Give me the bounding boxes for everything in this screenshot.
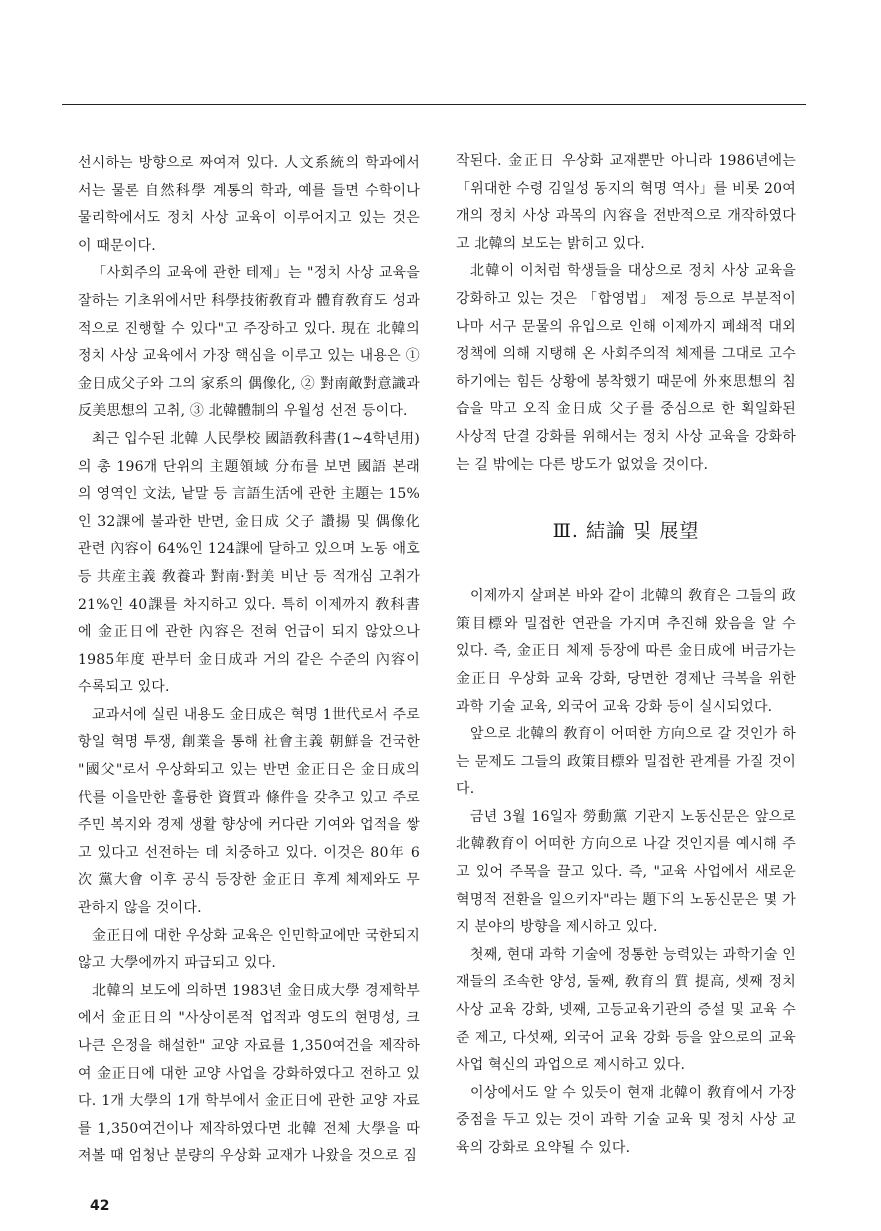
paragraph: 이제까지 살펴본 바와 같이 北韓의 敎育은 그들의 政策目標와 밀접한 연관을 가지며 추진해 왔음을 알 수 있다. 즉, 金正日 체제 등장에 따른 金日成에 버금가는 金正日 우상화 교육 강화, 당면한 경제난 극복을 위한 과학 기술 교육, 외국어 교육 강화 등이 실시되었다. (456, 588, 796, 715)
right-column (456, 148, 796, 1163)
section-heading: Ⅲ. 結論 및 展望 (552, 520, 700, 543)
paragraph: 최근 입수된 北韓 人民學校 國語敎科書(1~4학년用)의 총 196개 단위의 主題領域 分布를 보면 國語 본래의 영역인 文法, 낱말 등 言語生活에 관한 主題는 15%인 32課에 불과한 반면, 金日成 父子 讚揚 및 偶像化 관련 內容이 64%인 124課에 달하고 있으며 노동 애호 등 共産主義 敎養과 對南·對美 비난 등 적개심 고취가 21%인 40課를 차지하고 있다. 특히 이제까지 敎科書에 金正日에 관한 內容은 전혀 언급이 되지 않았으나 1985年度 판부터 金日成과 거의 같은 수준의 內容이 수록되고 있다. (78, 430, 420, 696)
paragraph: 金正日에 대한 우상화 교육은 인민학교에만 국한되지 않고 大學에까지 파급되고 있다. (78, 927, 420, 972)
paragraph: 선시하는 방향으로 짜여져 있다. 人文系統의 학과에서서는 물론 自然科學 계통의 학과, 예를 들면 수학이나 물리학에서도 정치 사상 교육이 이루어지고 있는 것은 이 때문이다. (78, 155, 420, 254)
paragraph: 첫째, 현대 과학 기술에 정통한 능력있는 과학기술 인재들의 조속한 양성, 둘째, 敎育의 質 提高, 셋째 정치 사상 교육 강화, 넷째, 고등교육기관의 증설 및 교육 수준 제고, 다섯째, 외국어 교육 강화 등을 앞으로의 교육 사업 혁신의 과업으로 제시하고 있다. (456, 946, 796, 1074)
page-number: 42 (90, 1198, 110, 1214)
paragraph: 작된다. 金正日 우상화 교재뿐만 아니라 1986년에는 「위대한 수령 김일성 동지의 혁명 역사」를 비롯 20여개의 정치 사상 과목의 內容을 전반적으로 개작하였다고 北韓의 보도는 밝히고 있다. (456, 153, 796, 252)
paragraph: 교과서에 실린 내용도 金日成은 혁명 1世代로서 주로 항일 혁명 투쟁, 創業을 통해 社會主義 朝鮮을 건국한 "國父"로서 우상화되고 있는 반면 金正日은 金日成의 代를 이을만한 훌륭한 資質과 條件을 갖추고 있고 주로 주민 복지와 경제 생활 향상에 커다란 기여와 업적을 쌓고 있다고 선전하는 데 치중하고 있다. 이것은 80年 6次 黨大會 이후 공식 등장한 金正日 후계 체제와도 무관하지 않을 것이다. (78, 706, 420, 917)
header-rule (62, 104, 806, 105)
left-column (78, 150, 420, 1171)
paragraph: 금년 3월 16일자 勞動黨 기관지 노동신문은 앞으로 北韓敎育이 어떠한 方向으로 나갈 것인지를 예시해 주고 있어 주목을 끌고 있다. 즉, "교육 사업에서 새로운 혁명적 전환을 일으키자"라는 題下의 노동신문은 몇 가지 분야의 방향을 제시하고 있다. (456, 808, 796, 936)
paragraph: 「사회주의 교육에 관한 테제」는 "정치 사상 교육을 잘하는 기초위에서만 科學技術敎育과 體育敎育도 성과적으로 진행할 수 있다"고 주장하고 있다. 現在 北韓의 정치 사상 교육에서 가장 핵심을 이루고 있는 내용은 ① 金日成父子와 그의 家系의 偶像化, ② 對南敵對意識과 反美思想의 고취, ③ 北韓體制의 우월성 선전 등이다. (78, 265, 420, 420)
paragraph: 이상에서도 알 수 있듯이 현재 北韓이 敎育에서 가장 중점을 두고 있는 것이 과학 기술 교육 및 정치 사상 교육의 강화로 요약될 수 있다. (456, 1084, 796, 1156)
paragraph: 北韓의 보도에 의하면 1983년 金日成大學 경제학부에서 金正日의 "사상이론적 업적과 영도의 현명성, 크나큰 은정을 해설한" 교양 자료를 1,350여건을 제작하여 金正日에 대한 교양 사업을 강화하였다고 전하고 있다. 1개 大學의 1개 학부에서 金正日에 관한 교양 자료를 1,350여건이나 제작하였다면 北韓 전체 大學을 따져볼 때 엄청난 분량의 우상화 교재가 나왔을 것으로 짐 (78, 982, 420, 1165)
paragraph: 北韓이 이처럼 학생들을 대상으로 정치 사상 교육을 강화하고 있는 것은 「합영법」 제정 등으로 부분적이나마 서구 문물의 유입으로 인해 이제까지 폐쇄적 대외 정책에 의해 지탱해 온 사회주의적 체제를 그대로 고수하기에는 힘든 상황에 봉착했기 때문에 外來思想의 침습을 막고 오직 金日成 父子를 중심으로 한 획일화된 사상적 단결 강화를 위해서는 정치 사상 교육을 강화하는 길 밖에는 다른 방도가 없었을 것이다. (456, 263, 796, 473)
paragraph: 앞으로 北韓의 敎育이 어떠한 方向으로 갈 것인가 하는 문제도 그들의 政策目標와 밀접한 관계를 가질 것이다. (456, 726, 796, 798)
